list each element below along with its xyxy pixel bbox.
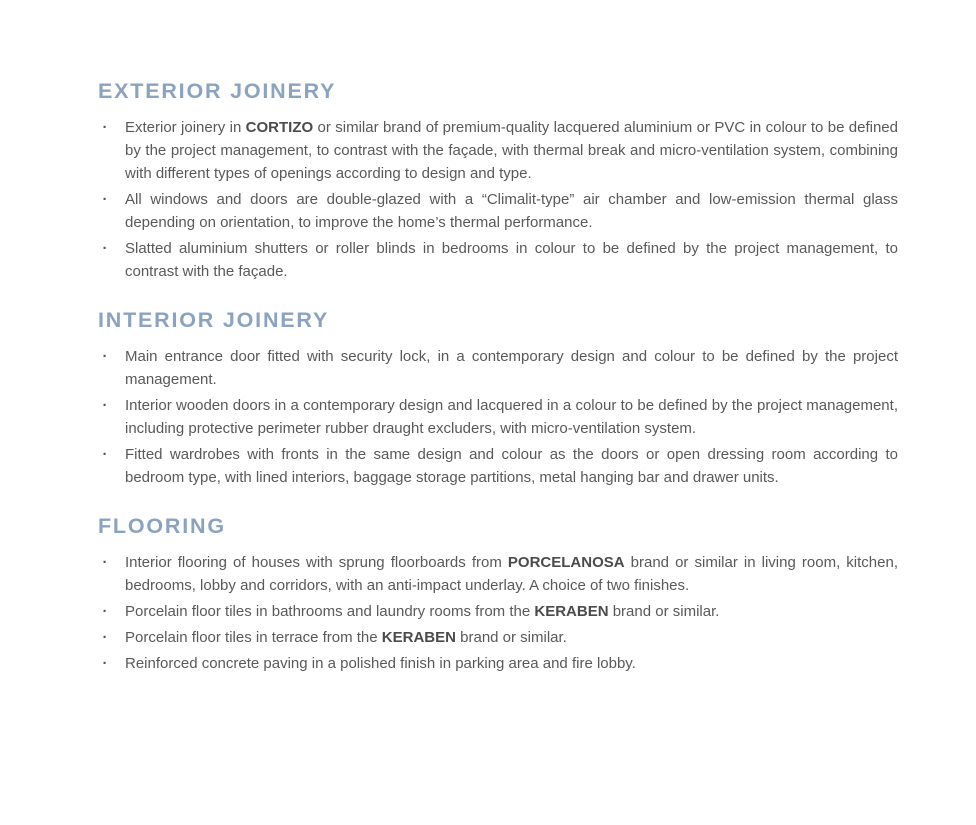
bullet-text-segment: brand or similar. — [455, 629, 567, 646]
document-section-exterior-joinery — [98, 80, 898, 283]
bullet-text-segment: Interior wooden doors in a contemporary design and lacquered in a colour to be defined by the project management, including protective perimeter rubber draught excluders, with micro-ventilation system. — [125, 397, 898, 437]
bullet-text-segment: Porcelain floor tiles in bathrooms and laundry rooms from the — [125, 603, 535, 620]
bullet-marker-icon: · — [102, 119, 108, 136]
bullet-text-segment: Slatted aluminium shutters or roller blinds in bedrooms in colour to be defined by the project management, to contrast with the façade. — [125, 240, 898, 280]
sections-container — [98, 80, 898, 675]
document-section-flooring — [98, 515, 898, 675]
bullet-item — [98, 652, 898, 675]
bullet-marker-icon: · — [102, 348, 108, 365]
bullet-marker-icon: · — [102, 554, 108, 571]
specifications-content — [98, 80, 898, 678]
bullet-item — [98, 600, 898, 623]
section-heading: FLOORING — [98, 514, 226, 538]
bullet-list — [98, 551, 898, 675]
bullet-text-segment: Reinforced concrete paving in a polished finish in parking area and fire lobby. — [125, 655, 636, 672]
bullet-text — [125, 191, 898, 231]
bullet-marker-icon: · — [102, 191, 108, 208]
bullet-marker-icon: · — [102, 397, 108, 414]
document-section-interior-joinery — [98, 309, 898, 489]
bullet-text — [125, 348, 898, 388]
bullet-text-segment: brand or similar in living room, kitchen, bedrooms, lobby and corridors, with an anti-impact underlay. A choice of two finishes. — [125, 554, 898, 594]
bullet-list — [98, 116, 898, 283]
bullet-list — [98, 345, 898, 489]
bullet-text-segment: or similar brand of premium-quality lacquered aluminium or PVC in colour to be defined by the project management, to contrast with the façade, with thermal break and micro-ventilation system, combining with different types of openings according to design and type. — [125, 119, 898, 182]
bullet-item — [98, 345, 898, 391]
bullet-item — [98, 237, 898, 283]
bullet-text — [125, 629, 567, 646]
bullet-text-segment: Fitted wardrobes with fronts in the same design and colour as the doors or open dressing room according to bedroom type, with lined interiors, baggage storage partitions, metal hanging bar and drawer units. — [125, 446, 898, 486]
bullet-item — [98, 188, 898, 234]
bullet-marker-icon: · — [102, 603, 108, 620]
bullet-marker-icon: · — [102, 240, 108, 257]
bullet-text — [125, 446, 898, 486]
bullet-marker-icon: · — [102, 655, 108, 672]
bullet-text-segment: Exterior joinery in — [125, 119, 246, 136]
bullet-text-segment: Porcelain floor tiles in terrace from the — [125, 629, 382, 646]
bullet-text — [125, 603, 719, 620]
bullet-item — [98, 394, 898, 440]
bullet-text — [125, 554, 898, 594]
brand-name: PORCELANOSA — [507, 554, 625, 571]
bullet-item — [98, 116, 898, 185]
bullet-text — [125, 397, 898, 437]
bullet-text-segment: brand or similar. — [608, 603, 720, 620]
brand-name: KERABEN — [381, 629, 456, 646]
section-heading: INTERIOR JOINERY — [98, 308, 330, 332]
bullet-text — [125, 655, 636, 672]
bullet-item — [98, 443, 898, 489]
bullet-text-segment: Main entrance door fitted with security lock, in a contemporary design and colour to be defined by the project management. — [125, 348, 898, 388]
bullet-item — [98, 551, 898, 597]
bullet-text-segment: Interior flooring of houses with sprung floorboards from — [125, 554, 508, 571]
section-heading: EXTERIOR JOINERY — [98, 79, 337, 103]
bullet-text — [125, 240, 898, 280]
bullet-marker-icon: · — [102, 446, 108, 463]
brand-name: CORTIZO — [245, 119, 314, 136]
bullet-item — [98, 626, 898, 649]
bullet-marker-icon: · — [102, 629, 108, 646]
bullet-text-segment: All windows and doors are double-glazed with a “Climalit-type” air chamber and low-emission thermal glass depending on orientation, to improve the home’s thermal performance. — [125, 191, 898, 231]
brand-name: KERABEN — [534, 603, 609, 620]
bullet-text — [125, 119, 898, 182]
